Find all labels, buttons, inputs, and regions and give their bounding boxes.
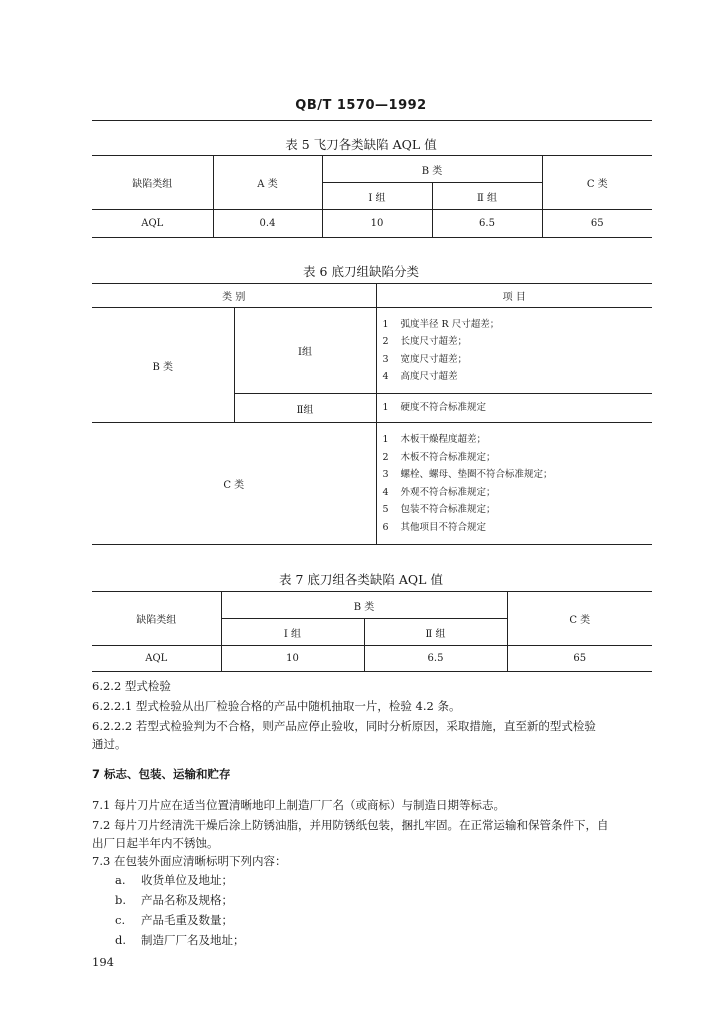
list-item: b. 产品名称及规格； [115,893,233,907]
clause-7-2: 7.2 每片刀片经清洗干燥后涂上防锈油脂，并用防锈纸包装，捆扎牢固。在正常运输和保管条件下，自 [92,818,609,832]
table5-a-header: A 类 [213,156,322,210]
table7 [92,591,652,672]
table7-c-header: C 类 [507,592,652,646]
list-item: 1 弧度半径 R 尺寸超差； [382,318,500,330]
table7-value-b2: 6.5 [364,646,507,672]
table6-b-group1: Ⅰ组 [234,308,376,394]
table6-b-class: B 类 [92,308,234,423]
table7-caption: 表 7 底刀组各类缺陷 AQL 值 [279,572,443,587]
clause-7-1: 7.1 每片刀片应在适当位置清晰地印上制造厂厂名（或商标）与制造日期等标志。 [92,798,505,812]
clause-7-2-cont: 出厂日起半年内不锈蚀。 [92,836,219,850]
table6 [92,283,652,545]
table5-value-b2: 6.5 [432,210,542,238]
table5-row-label: AQL [92,210,213,238]
table6-b1-items [376,308,652,394]
table5-b2-header: Ⅱ 组 [432,183,542,210]
table5-caption: 表 5 飞刀各类缺陷 AQL 值 [285,137,437,152]
clause-6-2-2: 6.2.2 型式检验 [92,679,171,693]
table6-b2-items [376,394,652,423]
table5-value-a: 0.4 [213,210,322,238]
table6-category-header: 类 别 [92,284,376,308]
table7-b1-header: Ⅰ 组 [221,619,364,646]
list-item: a. 收货单位及地址； [115,873,233,887]
clause-6-2-2-2-cont: 通过。 [92,737,127,751]
table5-defect-header: 缺陷类组 [92,156,213,210]
standard-header: QB/T 1570—1992 [295,98,427,113]
list-item: 2 木板不符合标准规定； [382,451,496,463]
header-rule [92,120,652,121]
list-item: c. 产品毛重及数量； [115,913,233,927]
clause-6-2-2-2: 6.2.2.2 若型式检验判为不合格，则产品应停止验收，同时分析原因，采取措施，直至新的型式检验 [92,719,596,733]
list-item: d. 制造厂厂名及地址； [115,933,245,947]
table7-b-header: B 类 [221,592,507,619]
table6-b-group2: Ⅱ组 [234,394,376,423]
list-item: 3 螺栓、螺母、垫圈不符合标准规定； [382,469,553,480]
table5 [92,155,652,238]
page-number: 194 [92,955,114,969]
table6-c-items [376,423,652,545]
table7-value-b1: 10 [221,646,364,672]
table5-value-b1: 10 [322,210,432,238]
table7-defect-header: 缺陷类组 [92,592,221,646]
list-item: 1 硬度不符合标准规定 [382,402,487,414]
table6-c-class: C 类 [92,423,376,545]
section-7-heading: 7 标志、包装、运输和贮存 [92,767,231,781]
table7-b2-header: Ⅱ 组 [364,619,507,646]
list-item: 6 其他项目不符合规定 [382,521,487,533]
list-item: 2 长度尺寸超差； [382,336,468,347]
list-item: 5 包装不符合标准规定； [382,504,496,515]
table7-value-c: 65 [573,653,587,664]
table5-value-c: 65 [590,218,604,229]
clause-6-2-2-1: 6.2.2.1 型式检验从出厂检验合格的产品中随机抽取一片，检验 4.2 条。 [92,699,461,713]
list-item: 1 木板干燥程度超差； [382,434,487,445]
table6-item-header: 项 目 [376,284,652,308]
table5-b-header: B 类 [322,156,542,183]
list-item: 4 外观不符合标准规定； [382,486,496,498]
list-item: 4 高度尺寸超差 [382,371,458,382]
table5-b1-header: Ⅰ 组 [322,183,432,210]
list-item: 3 宽度尺寸超差； [382,353,468,365]
table6-caption: 表 6 底刀组缺陷分类 [303,264,419,279]
table5-c-header: C 类 [542,156,652,210]
table7-row-label: AQL [92,646,221,672]
clause-7-3: 7.3 在包装外面应清晰标明下列内容： [92,854,287,868]
